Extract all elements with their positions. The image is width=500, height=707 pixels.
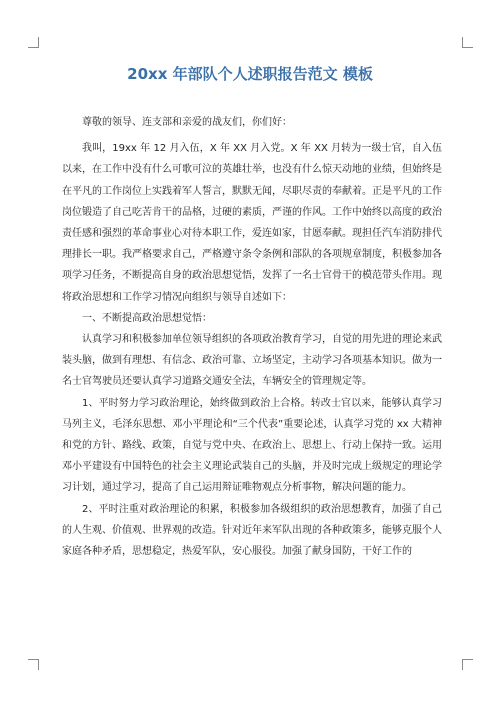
crop-mark-bottom-left xyxy=(28,659,39,670)
crop-mark-top-right xyxy=(462,37,473,48)
crop-mark-top-left xyxy=(28,37,39,48)
document-title: 20xx 年部队个人述职报告范文 模板 xyxy=(127,65,373,83)
document-body xyxy=(62,112,442,562)
section-heading-1: 一、不断提高政治思想觉悟： xyxy=(82,312,212,324)
salutation: 尊敬的领导、连支部和亲爱的战友们，你们好： xyxy=(82,117,292,128)
paragraph-intro: 我叫，19xx 年 12 月入伍，X 年 XX 月入党。X 年 XX 月转为一级士官，自入伍以来，在工作中没有什么可歌可泣的英雄壮举，也没有什么惊天动地的业绩，但始终是在平凡的工作岗位上实践着军人誓言，默默无闻，尽职尽责的奉献着。正是平凡的工作岗位锻造了自己吃苦肯干的品格，过硬的素质，严谨的作风。工作中始终以高度的政治责任感和强烈的革命事业心对待本职工作，爱连如家，甘愿奉献。现担任汽车消防排代理排长一职。我严格要求自己，严格遵守条令条例和部队的各项规章制度，积极参加各项学习任务，不断提高自身的政治思想觉悟，发挥了一名士官骨干的模范带头作用。现将政治思想和工作学习情况向组织与领导自述如下： xyxy=(62,143,442,303)
paragraph-study: 认真学习和积极参加单位领导组织的各项政治教育学习，自觉的用先进的理论来武装头脑，做到有理想、有信念、政治可靠、立场坚定，主动学习各项基本知识。做为一名士官驾驶员还要认真学习道路交通安全法，车辆安全的管理规定等。 xyxy=(62,334,442,388)
paragraph-point-2: 2、平时注重对政治理论的积累，积极参加各级组织的政治思想教育，加强了自己的人生观、价值观、世界观的改造。针对近年来军队出现的各种政策多，能够克服个人家庭各种矛盾，思想稳定，热爱军队，安心服役。加强了献身国防，干好工作的 xyxy=(62,503,442,558)
paragraph-point-1: 1、平时努力学习政治理论，始终做到政治上合格。转改士官以来，能够认真学习马列主义，毛泽东思想、邓小平理论和“三个代表”重要论述，认真学习党的 xx 大精神和党的方针、路线、政策，自觉与党中央、在政治上、思想上、行动上保持一致。运用邓小平建设有中国特色的社会主义理论武装自己的头脑，并及时完成上级规定的理论学习计划，通过学习，提高了自己运用辩证唯物观点分析事物，解决问题的能力。 xyxy=(62,397,442,494)
crop-mark-bottom-right xyxy=(462,659,473,670)
